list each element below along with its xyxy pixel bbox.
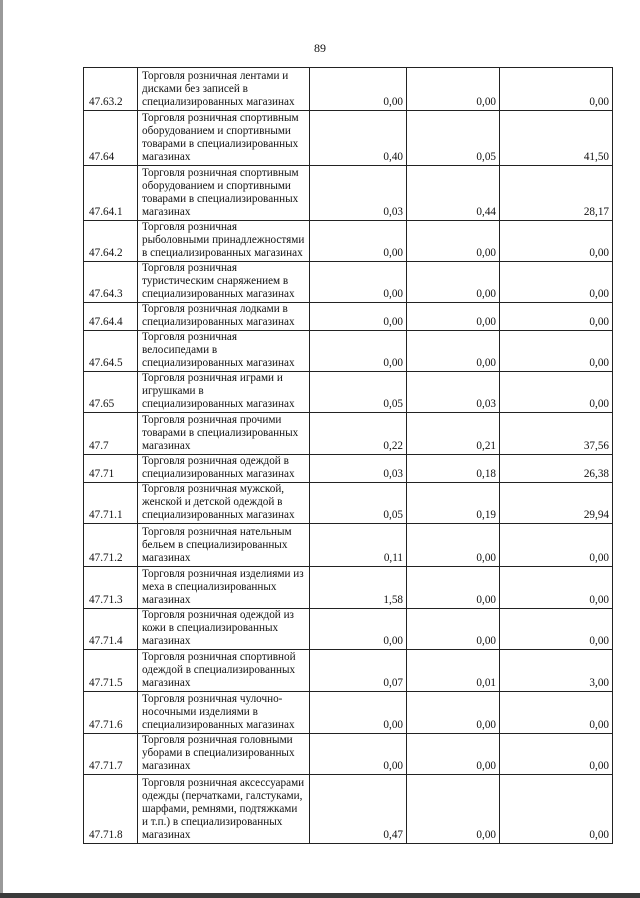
table-row xyxy=(84,454,613,482)
value-col-3: 0,00 xyxy=(500,371,613,412)
value-col-2: 0,00 xyxy=(407,608,500,649)
table-row xyxy=(84,166,613,221)
value-col-3: 0,00 xyxy=(500,221,613,262)
value-col-3: 37,56 xyxy=(500,412,613,454)
value-col-1: 0,05 xyxy=(310,371,407,412)
value-col-1: 0,00 xyxy=(310,68,407,111)
activity-name: Торговля розничная играми и игрушками в специализированных магазинах xyxy=(138,371,310,412)
table-row xyxy=(84,608,613,649)
activity-name: Торговля розничная велосипедами в специализированных магазинах xyxy=(138,330,310,371)
table-row xyxy=(84,774,613,843)
value-col-3: 0,00 xyxy=(500,691,613,733)
value-col-2: 0,00 xyxy=(407,733,500,774)
table-row xyxy=(84,523,613,566)
activity-name: Торговля розничная рыболовными принадлежностями в специализированных магазинах xyxy=(138,221,310,262)
value-col-3: 29,94 xyxy=(500,482,613,523)
activity-name: Торговля розничная головными уборами в специализированных магазинах xyxy=(138,733,310,774)
value-col-2: 0,00 xyxy=(407,68,500,111)
value-col-2: 0,00 xyxy=(407,330,500,371)
okved-code: 47.71.3 xyxy=(84,566,138,608)
table-row xyxy=(84,221,613,262)
data-table xyxy=(83,67,613,844)
okved-code: 47.71.7 xyxy=(84,733,138,774)
okved-code: 47.64.4 xyxy=(84,303,138,331)
value-col-1: 0,07 xyxy=(310,649,407,691)
table-row xyxy=(84,262,613,303)
value-col-3: 0,00 xyxy=(500,303,613,331)
value-col-3: 0,00 xyxy=(500,566,613,608)
activity-name: Торговля розничная одеждой из кожи в специализированных магазинах xyxy=(138,608,310,649)
value-col-3: 0,00 xyxy=(500,68,613,111)
okved-code: 47.64.5 xyxy=(84,330,138,371)
value-col-2: 0,19 xyxy=(407,482,500,523)
okved-code: 47.64.3 xyxy=(84,262,138,303)
activity-name: Торговля розничная нательным бельем в специализированных магазинах xyxy=(138,523,310,566)
value-col-1: 0,03 xyxy=(310,454,407,482)
value-col-3: 26,38 xyxy=(500,454,613,482)
value-col-2: 0,00 xyxy=(407,774,500,843)
value-col-2: 0,00 xyxy=(407,262,500,303)
activity-name: Торговля розничная прочими товарами в специализированных магазинах xyxy=(138,412,310,454)
value-col-1: 1,58 xyxy=(310,566,407,608)
value-col-1: 0,00 xyxy=(310,733,407,774)
value-col-2: 0,01 xyxy=(407,649,500,691)
value-col-3: 41,50 xyxy=(500,111,613,166)
value-col-3: 0,00 xyxy=(500,262,613,303)
value-col-1: 0,11 xyxy=(310,523,407,566)
value-col-1: 0,03 xyxy=(310,166,407,221)
value-col-2: 0,00 xyxy=(407,566,500,608)
value-col-1: 0,00 xyxy=(310,262,407,303)
activity-name: Торговля розничная чулочно-носочными изделиями в специализированных магазинах xyxy=(138,691,310,733)
okved-code: 47.71.2 xyxy=(84,523,138,566)
table-row xyxy=(84,649,613,691)
value-col-3: 0,00 xyxy=(500,330,613,371)
value-col-3: 0,00 xyxy=(500,523,613,566)
activity-name: Торговля розничная спортивным оборудованием и спортивными товарами в специализированных магазинах xyxy=(138,166,310,221)
value-col-1: 0,05 xyxy=(310,482,407,523)
table-row xyxy=(84,691,613,733)
table-row xyxy=(84,371,613,412)
okved-code: 47.64.1 xyxy=(84,166,138,221)
value-col-3: 3,00 xyxy=(500,649,613,691)
scan-bottom-edge xyxy=(0,893,640,898)
okved-code: 47.71.4 xyxy=(84,608,138,649)
table-row xyxy=(84,330,613,371)
activity-name: Торговля розничная изделиями из меха в специализированных магазинах xyxy=(138,566,310,608)
okved-code: 47.64 xyxy=(84,111,138,166)
okved-code: 47.65 xyxy=(84,371,138,412)
okved-code: 47.63.2 xyxy=(84,68,138,111)
table-row xyxy=(84,412,613,454)
value-col-2: 0,00 xyxy=(407,691,500,733)
table-row xyxy=(84,303,613,331)
value-col-2: 0,21 xyxy=(407,412,500,454)
activity-name: Торговля розничная лодками в специализированных магазинах xyxy=(138,303,310,331)
value-col-1: 0,00 xyxy=(310,330,407,371)
value-col-3: 0,00 xyxy=(500,774,613,843)
table-row xyxy=(84,733,613,774)
okved-code: 47.71.5 xyxy=(84,649,138,691)
value-col-1: 0,22 xyxy=(310,412,407,454)
activity-name: Торговля розничная одеждой в специализированных магазинах xyxy=(138,454,310,482)
table-row xyxy=(84,111,613,166)
value-col-2: 0,00 xyxy=(407,303,500,331)
activity-name: Торговля розничная лентами и дисками без записей в специализированных магазинах xyxy=(138,68,310,111)
scan-edge xyxy=(0,0,3,898)
page-number: 89 xyxy=(314,41,326,55)
activity-name: Торговля розничная туристическим снаряжением в специализированных магазинах xyxy=(138,262,310,303)
okved-code: 47.71.8 xyxy=(84,774,138,843)
value-col-2: 0,00 xyxy=(407,523,500,566)
value-col-2: 0,44 xyxy=(407,166,500,221)
okved-code: 47.71 xyxy=(84,454,138,482)
activity-name: Торговля розничная спортивной одеждой в специализированных магазинах xyxy=(138,649,310,691)
value-col-1: 0,00 xyxy=(310,691,407,733)
value-col-3: 0,00 xyxy=(500,608,613,649)
table-row xyxy=(84,482,613,523)
value-col-1: 0,47 xyxy=(310,774,407,843)
activity-name: Торговля розничная спортивным оборудованием и спортивными товарами в специализированных магазинах xyxy=(138,111,310,166)
value-col-2: 0,05 xyxy=(407,111,500,166)
value-col-3: 28,17 xyxy=(500,166,613,221)
value-col-1: 0,00 xyxy=(310,608,407,649)
value-col-2: 0,00 xyxy=(407,221,500,262)
activity-name: Торговля розничная мужской, женской и детской одеждой в специализированных магазинах xyxy=(138,482,310,523)
value-col-1: 0,00 xyxy=(310,303,407,331)
value-col-1: 0,00 xyxy=(310,221,407,262)
table-row xyxy=(84,68,613,111)
value-col-3: 0,00 xyxy=(500,733,613,774)
value-col-2: 0,18 xyxy=(407,454,500,482)
value-col-1: 0,40 xyxy=(310,111,407,166)
table-row xyxy=(84,566,613,608)
activity-name: Торговля розничная аксессуарами одежды (перчатками, галстуками, шарфами, ремнями, подтяжками и т.п.) в специализированных магазинах xyxy=(138,774,310,843)
okved-code: 47.7 xyxy=(84,412,138,454)
okved-code: 47.64.2 xyxy=(84,221,138,262)
value-col-2: 0,03 xyxy=(407,371,500,412)
okved-code: 47.71.1 xyxy=(84,482,138,523)
table-body xyxy=(84,68,613,844)
okved-code: 47.71.6 xyxy=(84,691,138,733)
